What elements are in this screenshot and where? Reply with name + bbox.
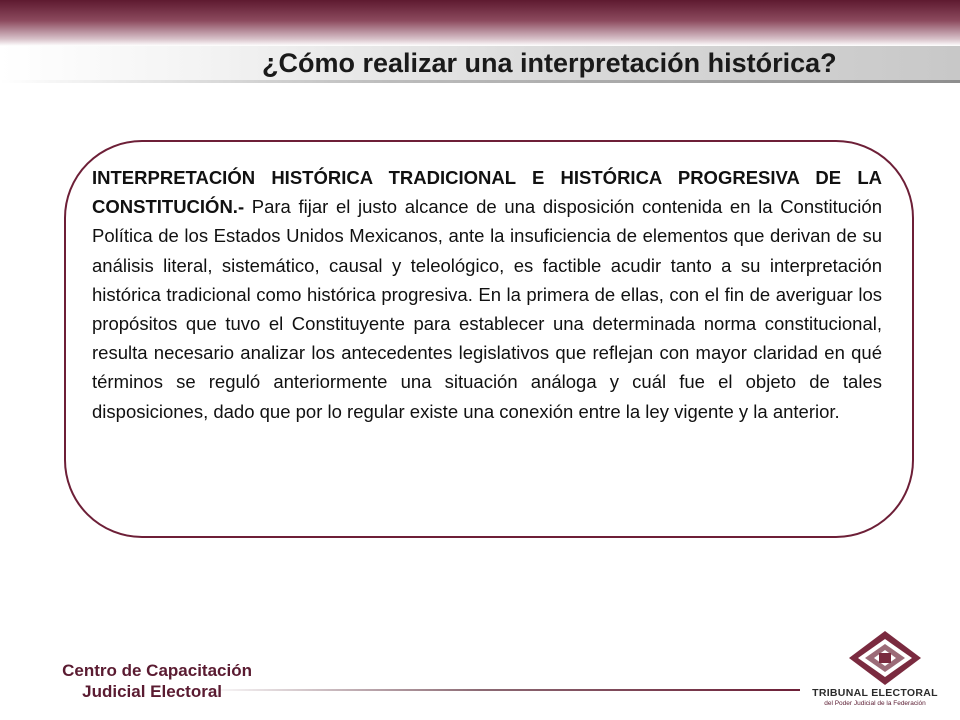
header-band [0, 0, 960, 46]
logo-name: TRIBUNAL ELECTORAL [812, 687, 938, 699]
footer-org-line2: Judicial Electoral [82, 682, 222, 701]
page-title: ¿Cómo realizar una interpretación histórica? [262, 48, 837, 78]
tribunal-logo [800, 628, 950, 718]
tribunal-electoral-logo-icon [848, 630, 922, 686]
logo-subtitle: del Poder Judicial de la Federación [824, 700, 926, 707]
footer-organization [0, 660, 252, 702]
body-text: Para fijar el justo alcance de una disposición contenida en la Constitución Política de los Estados Unidos Mexicanos, ante la insuficiencia de elementos que derivan de su análisis literal, sistemático, causal y teleológico, es factible acudir tanto a su interpretación histórica tradicional como histórica progresiva. En la primera de ellas, con el fin de averiguar los propósitos que tuvo el Constituyente para establecer una determinada norma constitucional, resulta necesario analizar los antecedentes legislativos que reflejan con mayor claridad en qué términos se reguló anteriormente una situación análoga y cuál fue el objeto de tales disposiciones, dado que por lo regular existe una conexión entre la ley vigente y la anterior. [92, 196, 882, 422]
body-paragraph [92, 163, 882, 426]
body-heading: INTERPRETACIÓN HISTÓRICA TRADICIONAL E HISTÓRICA PROGRESIVA DE LA CONSTITUCIÓN.- [92, 167, 882, 218]
footer-org-line1: Centro de Capacitación [62, 661, 252, 680]
